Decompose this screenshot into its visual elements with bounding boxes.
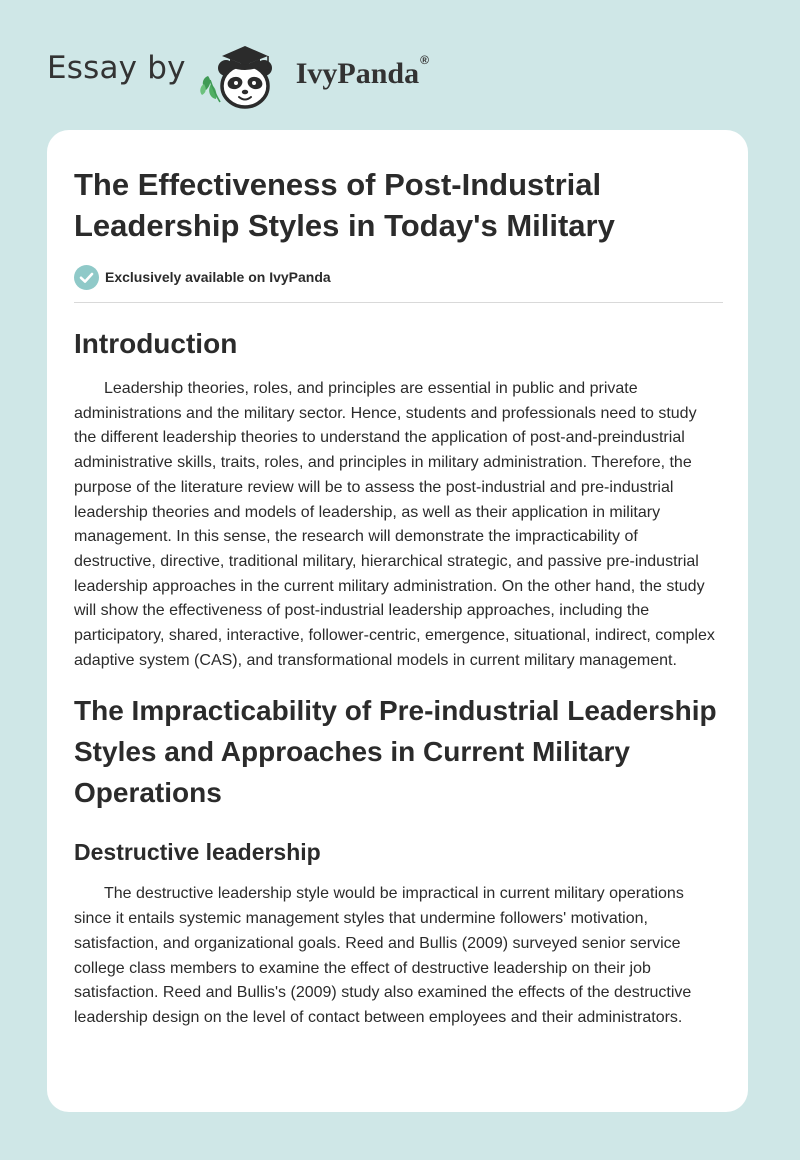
title-divider [74, 302, 723, 303]
destructive-leadership-paragraph: The destructive leadership style would be impractical in current military operations since it entails systemic management styles that undermine followers' motivation, satisfaction, and organizational goals. Reed and Bullis (2009) surveyed senior service college class members to examine the effect of destructive leadership on their job satisfaction. Reed and Bullis's (2009) study also examined the effects of the destructive leadership design on the level of contact between employees and their administrators. [74, 885, 692, 1026]
site-brand[interactable] [47, 36, 429, 110]
check-circle-icon [74, 265, 99, 290]
brand-name: IvyPanda® [295, 53, 429, 90]
exclusive-label: Exclusively available on IvyPanda [105, 269, 331, 285]
article-card [47, 130, 748, 1112]
section-heading-introduction: Introduction [74, 328, 238, 359]
registered-mark: ® [420, 53, 429, 67]
exclusive-badge [74, 264, 722, 290]
subsection-heading-destructive-leadership: Destructive leadership [74, 839, 321, 866]
article-title: The Effectiveness of Post-Industrial Leadership Styles in Today's Military [74, 167, 615, 243]
section-heading-impracticability: The Impracticability of Pre-industrial Leadership Styles and Approaches in Current Military Operations [74, 695, 717, 809]
introduction-paragraph: Leadership theories, roles, and principles are essential in public and private administrations and the military sector. Hence, students and professionals need to study the different leadership theories to understand the application of post-and-preindustrial administrative skills, traits, roles, and principles in military administration. Therefore, the purpose of the literature review will be to assess the post-industrial and pre-industrial leadership theories and models of leadership, as well as their application in military management. In this sense, the research will demonstrate the impracticability of destructive, directive, traditional military, hierarchical strategic, and passive pre-industrial leadership approaches in the current military administration. On the other hand, the study will show the effectiveness of post-industrial leadership approaches, including the participatory, shared, interactive, follower-centric, emergence, situational, indirect, complex adaptive system (CAS), and transformational models in current military management. [74, 380, 715, 669]
brand-prefix: Essay by [47, 50, 186, 86]
panda-logo-icon [198, 36, 290, 110]
